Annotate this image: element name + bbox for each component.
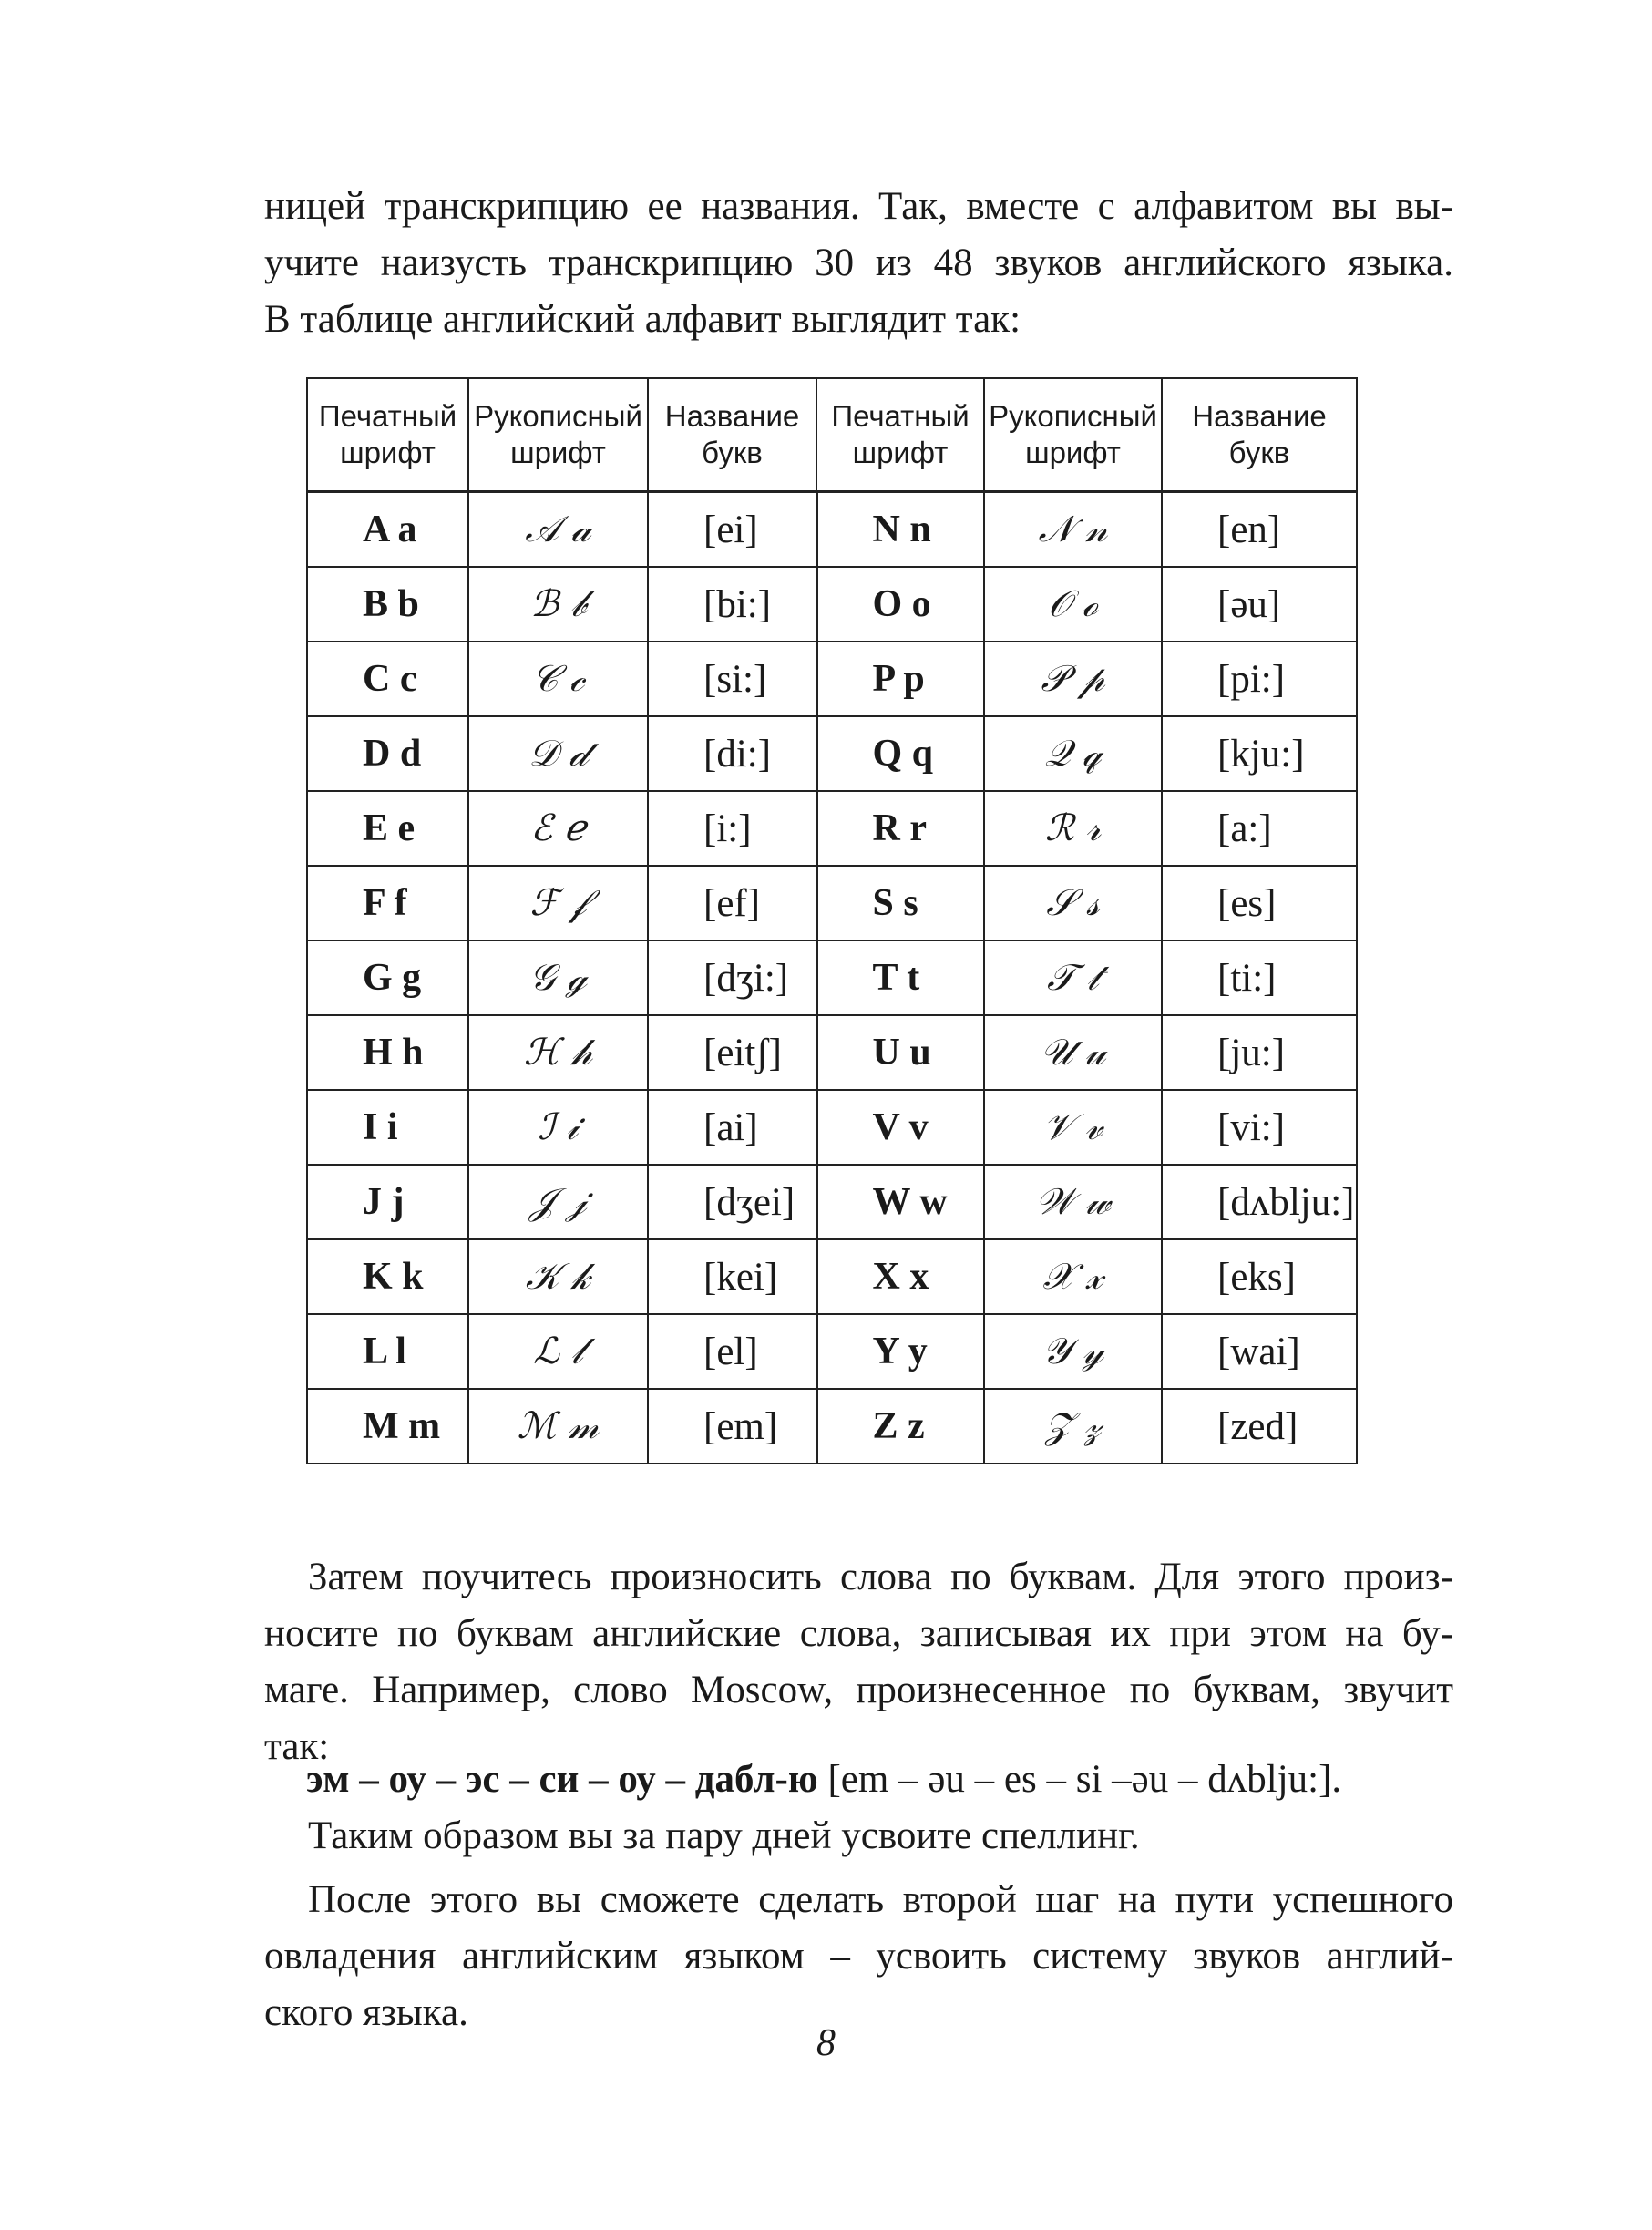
print-letter-cell: C c <box>307 642 468 716</box>
handwritten-letter-cell: 𝒪 ℴ <box>984 567 1162 642</box>
print-letter-cell: O o <box>816 567 984 642</box>
print-letter-cell: D d <box>307 716 468 791</box>
header-letter-name: Название букв <box>648 378 816 492</box>
next-line: ского языка. <box>264 1991 468 2034</box>
letter-name-cell: [el] <box>648 1314 816 1389</box>
table-row <box>307 1165 1357 1239</box>
table-row <box>307 492 1357 568</box>
spelling-paragraph <box>264 1549 1453 1775</box>
handwritten-letter-cell: ℱ 𝒻 <box>468 866 648 940</box>
letter-name-cell: [si:] <box>648 642 816 716</box>
table-row <box>307 567 1357 642</box>
letter-name-cell: [dʒi:] <box>648 940 816 1015</box>
print-letter-cell: E e <box>307 791 468 866</box>
table-row <box>307 716 1357 791</box>
example-russian: эм – оу – эс – си – оу – дабл-ю <box>306 1758 818 1801</box>
table-row <box>307 642 1357 716</box>
letter-name-cell: [di:] <box>648 716 816 791</box>
alphabet-table <box>306 377 1358 1464</box>
handwritten-letter-cell: 𝒩 𝓃 <box>984 492 1162 568</box>
handwritten-letter-cell: 𝒲 𝓌 <box>984 1165 1162 1239</box>
table-row <box>307 791 1357 866</box>
letter-name-cell: [em] <box>648 1389 816 1464</box>
print-letter-cell: W w <box>816 1165 984 1239</box>
intro-line: ницей транскрипцию ее названия. Так, вместе с алфавитом вы вы- <box>264 185 1453 228</box>
print-letter-cell: B b <box>307 567 468 642</box>
table-row <box>307 1314 1357 1389</box>
print-letter-cell: S s <box>816 866 984 940</box>
handwritten-letter-cell: 𝒰 𝓊 <box>984 1015 1162 1090</box>
print-letter-cell: U u <box>816 1015 984 1090</box>
letter-name-cell: [es] <box>1162 866 1357 940</box>
handwritten-letter-cell: 𝒳 𝓍 <box>984 1239 1162 1314</box>
next-line: овладения английским языком – усвоить систему звуков англий- <box>264 1935 1453 1978</box>
table-row <box>307 1389 1357 1464</box>
letter-name-cell: [wai] <box>1162 1314 1357 1389</box>
print-letter-cell: J j <box>307 1165 468 1239</box>
handwritten-letter-cell: ℒ 𝓁 <box>468 1314 648 1389</box>
page-number: 8 <box>816 2022 836 2064</box>
letter-name-cell: [dʌblju:] <box>1162 1165 1357 1239</box>
letter-name-cell: [ei] <box>648 492 816 568</box>
print-letter-cell: N n <box>816 492 984 568</box>
letter-name-cell: [ju:] <box>1162 1015 1357 1090</box>
handwritten-letter-cell: ℛ 𝓇 <box>984 791 1162 866</box>
letter-name-cell: [ef] <box>648 866 816 940</box>
header-letter-name: Название букв <box>1162 378 1357 492</box>
print-letter-cell: G g <box>307 940 468 1015</box>
handwritten-letter-cell: 𝒟 𝒹 <box>468 716 648 791</box>
letter-name-cell: [a:] <box>1162 791 1357 866</box>
next-line: После этого вы сможете сделать второй шаг на пути успешного <box>308 1878 1453 1921</box>
example-transcription: [em – əu – es – si –əu – dʌblju:]. <box>827 1758 1342 1801</box>
handwritten-letter-cell: 𝒯 𝓉 <box>984 940 1162 1015</box>
intro-paragraph <box>264 179 1453 348</box>
table-row <box>307 1239 1357 1314</box>
print-letter-cell: Z z <box>816 1389 984 1464</box>
handwritten-letter-cell: ℳ 𝓂 <box>468 1389 648 1464</box>
table-row <box>307 1090 1357 1165</box>
result-paragraph <box>264 1808 1453 1865</box>
print-letter-cell: Y y <box>816 1314 984 1389</box>
print-letter-cell: H h <box>307 1015 468 1090</box>
letter-name-cell: [eitʃ] <box>648 1015 816 1090</box>
print-letter-cell: R r <box>816 791 984 866</box>
letter-name-cell: [vi:] <box>1162 1090 1357 1165</box>
print-letter-cell: L l <box>307 1314 468 1389</box>
handwritten-letter-cell: ℰ ℯ <box>468 791 648 866</box>
handwritten-letter-cell: 𝒞 𝒸 <box>468 642 648 716</box>
header-handwritten-font: Рукописный шрифт <box>468 378 648 492</box>
spelling-line: Затем поучитесь произносить слова по буквам. Для этого произ- <box>308 1556 1453 1598</box>
letter-name-cell: [pi:] <box>1162 642 1357 716</box>
handwritten-letter-cell: 𝒴 𝓎 <box>984 1314 1162 1389</box>
spelling-line: маге. Например, слово Moscow, произнесенное по буквам, звучит <box>264 1669 1453 1711</box>
print-letter-cell: T t <box>816 940 984 1015</box>
table-header-row <box>307 378 1357 492</box>
handwritten-letter-cell: 𝒫 𝓅 <box>984 642 1162 716</box>
header-handwritten-font: Рукописный шрифт <box>984 378 1162 492</box>
letter-name-cell: [eks] <box>1162 1239 1357 1314</box>
letter-name-cell: [əu] <box>1162 567 1357 642</box>
spelling-line: носите по буквам английские слова, записывая их при этом на бу- <box>264 1612 1453 1655</box>
spelling-example <box>306 1752 1341 1808</box>
print-letter-cell: K k <box>307 1239 468 1314</box>
result-line: Таким образом вы за пару дней усвоите спеллинг. <box>308 1814 1140 1857</box>
print-letter-cell: V v <box>816 1090 984 1165</box>
handwritten-letter-cell: 𝒬 𝓆 <box>984 716 1162 791</box>
handwritten-letter-cell: 𝒥 𝒿 <box>468 1165 648 1239</box>
print-letter-cell: M m <box>307 1389 468 1464</box>
print-letter-cell: A a <box>307 492 468 568</box>
handwritten-letter-cell: ℐ 𝒾 <box>468 1090 648 1165</box>
letter-name-cell: [i:] <box>648 791 816 866</box>
handwritten-letter-cell: 𝒮 𝓈 <box>984 866 1162 940</box>
handwritten-letter-cell: ℬ 𝒷 <box>468 567 648 642</box>
spelling-line: так: <box>264 1725 330 1768</box>
table-row <box>307 866 1357 940</box>
letter-name-cell: [kju:] <box>1162 716 1357 791</box>
print-letter-cell: Q q <box>816 716 984 791</box>
next-step-paragraph <box>264 1872 1453 2041</box>
letter-name-cell: [dʒei] <box>648 1165 816 1239</box>
letter-name-cell: [ti:] <box>1162 940 1357 1015</box>
header-print-font: Печатный шрифт <box>816 378 984 492</box>
handwritten-letter-cell: 𝒦 𝓀 <box>468 1239 648 1314</box>
letter-name-cell: [bi:] <box>648 567 816 642</box>
letter-name-cell: [kei] <box>648 1239 816 1314</box>
print-letter-cell: I i <box>307 1090 468 1165</box>
print-letter-cell: P p <box>816 642 984 716</box>
print-letter-cell: X x <box>816 1239 984 1314</box>
print-letter-cell: F f <box>307 866 468 940</box>
handwritten-letter-cell: 𝒱 𝓋 <box>984 1090 1162 1165</box>
alphabet-table-wrap <box>306 377 1356 1464</box>
handwritten-letter-cell: 𝒜 𝒶 <box>468 492 648 568</box>
intro-line: учите наизусть транскрипцию 30 из 48 звуков английского языка. <box>264 241 1453 284</box>
letter-name-cell: [en] <box>1162 492 1357 568</box>
letter-name-cell: [ai] <box>648 1090 816 1165</box>
handwritten-letter-cell: ℋ 𝒽 <box>468 1015 648 1090</box>
handwritten-letter-cell: 𝒢 ℊ <box>468 940 648 1015</box>
table-row <box>307 940 1357 1015</box>
intro-line: В таблице английский алфавит выглядит так: <box>264 298 1021 341</box>
letter-name-cell: [zed] <box>1162 1389 1357 1464</box>
handwritten-letter-cell: 𝒵 𝓏 <box>984 1389 1162 1464</box>
table-row <box>307 1015 1357 1090</box>
header-print-font: Печатный шрифт <box>307 378 468 492</box>
